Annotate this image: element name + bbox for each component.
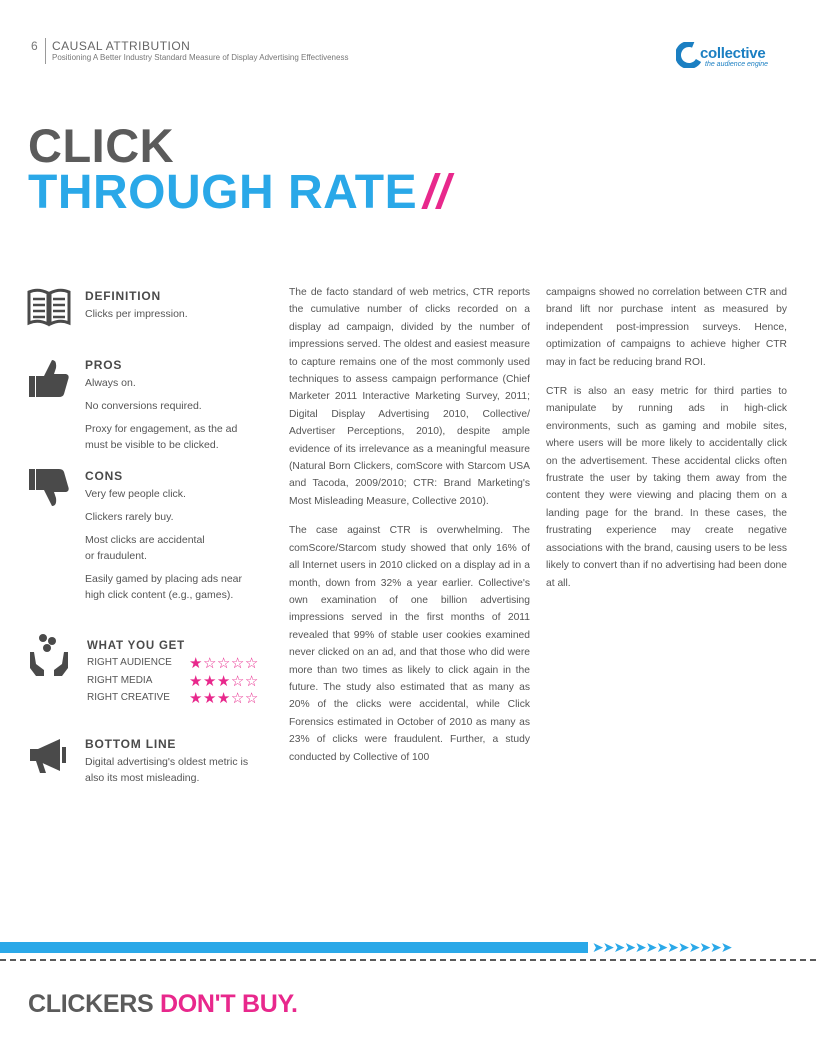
- open-book-icon: [26, 284, 72, 330]
- star-filled-icon: ★: [202, 690, 217, 707]
- section-subtitle: Positioning A Better Industry Standard Measure of Display Advertising Effectiveness: [52, 53, 349, 62]
- star-empty-icon: ☆: [230, 655, 245, 672]
- definition-body: Clicks per impression.: [85, 308, 188, 320]
- star-filled-icon: ★: [189, 690, 203, 707]
- star-empty-icon: ☆: [216, 655, 231, 672]
- pros-list: [85, 375, 255, 460]
- pros-item: Always on.: [85, 377, 136, 389]
- header-divider: [45, 38, 46, 64]
- body-paragraph: CTR is also an easy metric for third parties to manipulate by running ads in high-click environments, such as gaming and mobile sites, where users will be more likely to accidentally click on the advertisement. These accidental clicks often frustrate the user by taking them away from the content they were viewing and placing them on a landing page for the brand. In these cases, the frustrating experience may create negative associations with the brand, causing users to be less likely to convert than if no advertising had been done at all.: [546, 386, 787, 589]
- body-paragraph: campaigns showed no correlation between CTR and brand lift nor purchase intent as measured by independent post-impression surveys. Hence, optimization of campaigns to achieve higher CTR may in fact be reducing brand ROI.: [546, 287, 787, 368]
- star-rating: [189, 689, 259, 707]
- logo-wordmark: collective: [700, 45, 766, 62]
- body-column-1: [289, 284, 530, 778]
- logo-c-icon: [676, 42, 702, 68]
- cons-item: Very few people click.: [85, 488, 186, 500]
- bottom-line-body: Digital advertising's oldest metric is also its most misleading.: [85, 756, 249, 784]
- page-title-line2-text: THROUGH RATE: [28, 166, 418, 219]
- pros-item: No conversions required.: [85, 400, 202, 412]
- cons-list: [85, 486, 255, 610]
- body-paragraph: The case against CTR is overwhelming. The comScore/Starcom study showed that only 16% of all Internet users in 2010 clicked on a display ad in a month, down from 32% a year earlier. Collective's own examination of one billion advertising impressions served in the first months of 2011 revealed that 99% of stable user cookies examined never clicked on an ad, and that those who did were more than two times as likely to click again in the future. The study also estimated that as many as 20% of the clicks were accidental, while Click Forensics estimated in October of 2010 as many as 23% of clicks were fraudulent. Further, a study conducted by Collective of 100: [289, 525, 530, 763]
- rating-row-audience: [87, 657, 267, 673]
- chevron-arrows-icon: ➤➤➤➤➤➤➤➤➤➤➤➤➤: [592, 939, 732, 955]
- definition-text: [85, 306, 255, 329]
- rating-label: RIGHT AUDIENCE: [87, 657, 172, 668]
- footer-progress-bar: [0, 942, 588, 953]
- star-rating: [189, 672, 259, 690]
- page-title-line2: [28, 166, 451, 220]
- pros-item: Proxy for engagement, as the ad must be visible to be clicked.: [85, 423, 238, 451]
- footer-tagline-part2: DON'T BUY.: [160, 990, 298, 1018]
- footer-tagline: [28, 990, 298, 1019]
- logo-tagline: the audience engine: [705, 61, 769, 68]
- cons-heading: CONS: [85, 469, 123, 483]
- star-filled-icon: ★: [189, 655, 203, 672]
- what-you-get-heading: WHAT YOU GET: [87, 640, 185, 652]
- star-empty-icon: ☆: [230, 690, 245, 707]
- definition-heading: DEFINITION: [85, 289, 161, 303]
- star-empty-icon: ☆: [244, 673, 259, 690]
- cons-item: Most clicks are accidental or fraudulent.: [85, 534, 205, 562]
- rating-label: RIGHT CREATIVE: [87, 692, 170, 703]
- cons-item: Clickers rarely buy.: [85, 511, 174, 523]
- hands-holding-icon: [26, 632, 72, 678]
- megaphone-icon: [26, 733, 72, 779]
- body-column-2: [546, 284, 787, 604]
- page-number: 6: [31, 39, 38, 53]
- section-title: CAUSAL ATTRIBUTION: [52, 39, 191, 53]
- thumbs-up-icon: [26, 354, 72, 400]
- star-rating: [189, 654, 259, 672]
- star-filled-icon: ★: [216, 673, 231, 690]
- star-filled-icon: ★: [216, 690, 231, 707]
- star-empty-icon: ☆: [244, 690, 259, 707]
- star-empty-icon: ☆: [244, 655, 259, 672]
- dashed-divider: [0, 959, 816, 961]
- cons-item: Easily gamed by placing ads near high click content (e.g., games).: [85, 573, 243, 601]
- star-empty-icon: ☆: [230, 673, 245, 690]
- footer-tagline-part1: CLICKERS: [28, 990, 161, 1018]
- pros-heading: PROS: [85, 358, 123, 372]
- star-filled-icon: ★: [189, 673, 203, 690]
- collective-logo: [676, 42, 796, 76]
- star-empty-icon: ☆: [202, 655, 217, 672]
- rating-label: RIGHT MEDIA: [87, 675, 153, 686]
- star-filled-icon: ★: [202, 673, 217, 690]
- title-slashes: //: [423, 166, 451, 219]
- thumbs-down-icon: [26, 466, 72, 512]
- page-title-line1: CLICK: [28, 119, 175, 172]
- bottom-line-heading: BOTTOM LINE: [85, 737, 177, 751]
- body-paragraph: The de facto standard of web metrics, CTR reports the cumulative number of clicks recorded on a display ad campaign, divided by the number of impressions served. The oldest and easiest measure to capture remains one of the most commonly used techniques to assess campaign performance (Chief Marketer 2011 Interactive Marketing Survey, 2011; Digital Display Advertising 2010, Collective/ Advertiser Perceptions, 2010), despite ample evidence of its irrelevance as a meaningful measure (Natural Born Clickers, comScore with Starcom USA and Tacoda, 2009/2010; CTR: Brand Marketing's Most Misleading Measure, Collective 2010).: [289, 287, 530, 507]
- rating-row-creative: [87, 692, 267, 708]
- bottom-line-text: [85, 754, 250, 793]
